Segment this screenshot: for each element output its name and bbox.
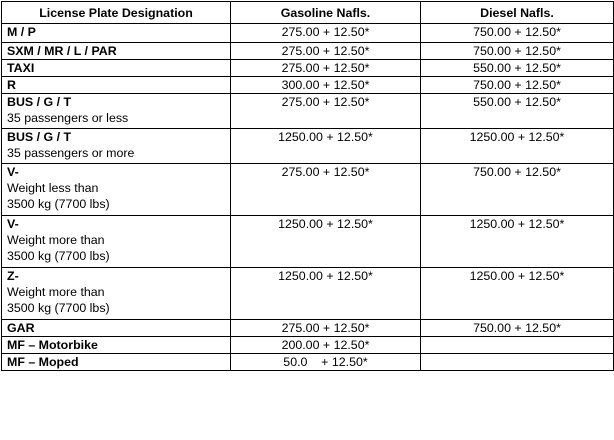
designation-title: BUS / G / T — [7, 95, 72, 109]
table-row — [2, 77, 614, 94]
diesel-fee-cell: 750.00 + 12.50* — [421, 77, 614, 94]
table-row — [2, 320, 614, 337]
diesel-fee-cell: 750.00 + 12.50* — [421, 24, 614, 43]
diesel-fee-cell: 1250.00 + 12.50* — [421, 268, 614, 320]
diesel-fee-cell: 750.00 + 12.50* — [421, 320, 614, 337]
designation-title: M / P — [7, 25, 36, 39]
table-row — [2, 43, 614, 60]
designation-cell — [2, 216, 231, 268]
designation-title: SXM / MR / L / PAR — [7, 44, 117, 58]
designation-title: R — [7, 78, 16, 92]
designation-title: MF – Moped — [7, 355, 79, 369]
designation-note: Weight more than — [7, 233, 105, 247]
designation-note: 3500 kg (7700 lbs) — [7, 249, 110, 263]
table-row — [2, 337, 614, 354]
header-designation: License Plate Designation — [2, 2, 231, 24]
designation-note: 35 passengers or less — [7, 111, 129, 125]
gasoline-fee-cell: 275.00 + 12.50* — [231, 43, 421, 60]
gasoline-fee-cell: 50.0 + 12.50* — [231, 354, 421, 371]
designation-cell — [2, 337, 231, 354]
designation-cell — [2, 77, 231, 94]
gasoline-fee-cell: 200.00 + 12.50* — [231, 337, 421, 354]
designation-note: Weight less than — [7, 181, 99, 195]
designation-title: Z- — [7, 269, 19, 283]
designation-cell — [2, 60, 231, 77]
table-row — [2, 216, 614, 268]
designation-cell — [2, 320, 231, 337]
designation-title: V- — [7, 165, 19, 179]
designation-note: 35 passengers or more — [7, 146, 135, 160]
designation-title: MF – Motorbike — [7, 338, 98, 352]
table-row — [2, 268, 614, 320]
designation-cell — [2, 164, 231, 216]
table-row — [2, 164, 614, 216]
gasoline-fee-cell: 1250.00 + 12.50* — [231, 129, 421, 164]
gasoline-fee-cell: 275.00 + 12.50* — [231, 94, 421, 129]
table-row — [2, 354, 614, 371]
table-row — [2, 24, 614, 43]
header-gasoline: Gasoline Nafls. — [231, 2, 421, 24]
gasoline-fee-cell: 1250.00 + 12.50* — [231, 268, 421, 320]
gasoline-fee-cell: 275.00 + 12.50* — [231, 320, 421, 337]
header-row — [2, 2, 614, 24]
license-fee-table — [1, 1, 614, 371]
table-row — [2, 94, 614, 129]
designation-cell — [2, 24, 231, 43]
designation-note: 3500 kg (7700 lbs) — [7, 197, 110, 211]
designation-cell — [2, 43, 231, 60]
diesel-fee-cell — [421, 337, 614, 354]
diesel-fee-cell — [421, 354, 614, 371]
designation-title: GAR — [7, 321, 35, 335]
designation-cell — [2, 354, 231, 371]
diesel-fee-cell: 1250.00 + 12.50* — [421, 129, 614, 164]
table-row — [2, 60, 614, 77]
diesel-fee-cell: 1250.00 + 12.50* — [421, 216, 614, 268]
gasoline-fee-cell: 275.00 + 12.50* — [231, 24, 421, 43]
designation-note: 3500 kg (7700 lbs) — [7, 301, 110, 315]
table-row — [2, 129, 614, 164]
gasoline-fee-cell: 275.00 + 12.50* — [231, 164, 421, 216]
gasoline-fee-cell: 275.00 + 12.50* — [231, 60, 421, 77]
gasoline-fee-cell: 300.00 + 12.50* — [231, 77, 421, 94]
header-diesel: Diesel Nafls. — [421, 2, 614, 24]
designation-note: Weight more than — [7, 285, 105, 299]
designation-cell — [2, 268, 231, 320]
diesel-fee-cell: 550.00 + 12.50* — [421, 60, 614, 77]
gasoline-fee-cell: 1250.00 + 12.50* — [231, 216, 421, 268]
designation-cell — [2, 94, 231, 129]
designation-cell — [2, 129, 231, 164]
designation-title: BUS / G / T — [7, 130, 72, 144]
diesel-fee-cell: 550.00 + 12.50* — [421, 94, 614, 129]
diesel-fee-cell: 750.00 + 12.50* — [421, 164, 614, 216]
designation-title: V- — [7, 217, 19, 231]
diesel-fee-cell: 750.00 + 12.50* — [421, 43, 614, 60]
designation-title: TAXI — [7, 61, 35, 75]
